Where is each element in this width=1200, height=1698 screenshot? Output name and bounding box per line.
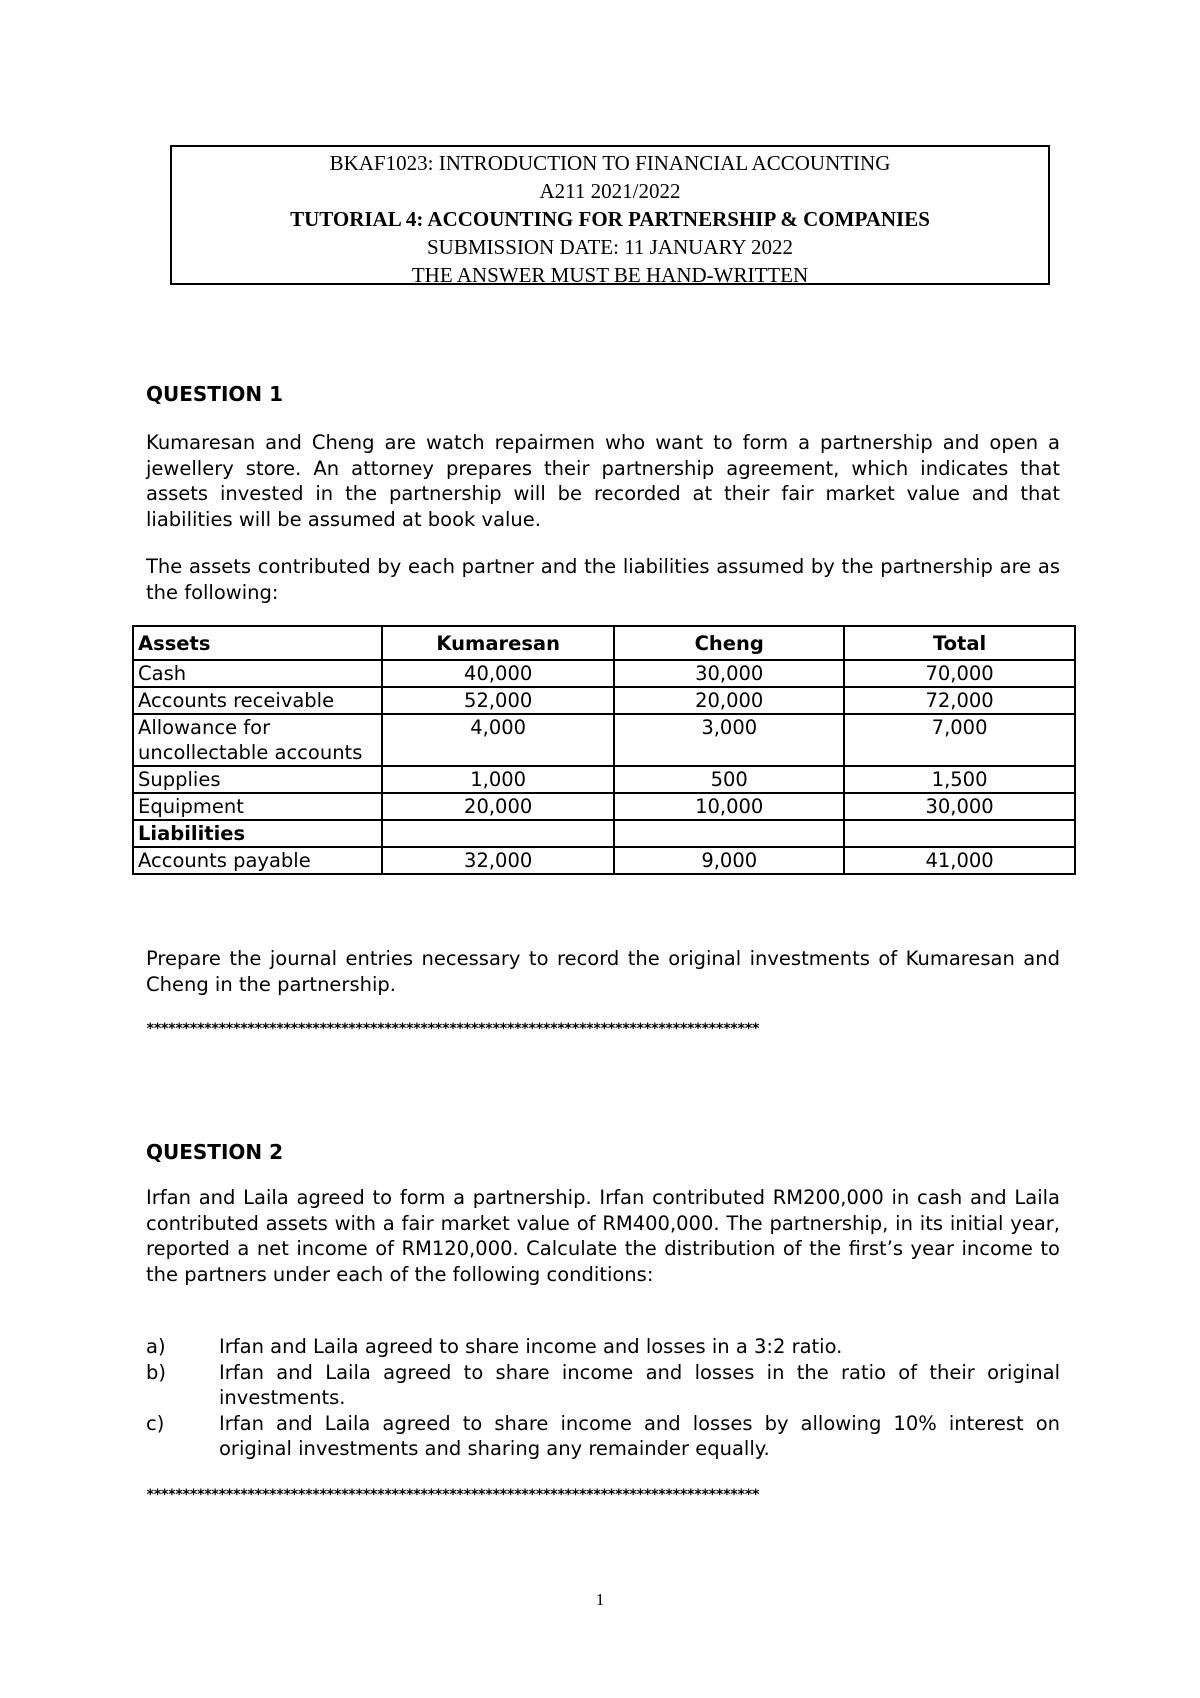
cell-kumaresan [382,820,614,847]
table-header-row [133,626,1075,660]
option-marker: b) [146,1360,166,1384]
cell-kumaresan: 32,000 [382,847,614,874]
assets-table [132,625,1076,875]
cell-cheng: 9,000 [614,847,844,874]
table-row [133,847,1075,874]
row-label: Equipment [133,793,382,820]
cell-total: 1,500 [844,766,1075,793]
course-title: BKAF1023: INTRODUCTION TO FINANCIAL ACCOUNTING [329,151,891,175]
cell-cheng: 3,000 [614,714,844,766]
row-label: Accounts receivable [133,687,382,714]
title-box [170,145,1050,285]
question-2-paragraph: Irfan and Laila agreed to form a partnership. Irfan contributed RM200,000 in cash and Laila contributed assets with a fair market value of RM400,000. The partnership, in its initial year, reported a net income of RM120,000. Calculate the distribution of the first’s year income to the partners under each of the following conditions: [146,1186,1060,1286]
table-row [133,687,1075,714]
cell-total: 30,000 [844,793,1075,820]
cell-kumaresan: 20,000 [382,793,614,820]
cell-cheng [614,820,844,847]
question-1-instruction: Prepare the journal entries necessary to record the original investments of Kumaresan and Cheng in the partnership. [146,947,1060,996]
cell-total: 7,000 [844,714,1075,766]
page-number: 1 [595,1590,605,1609]
header-total: Total [844,626,1075,660]
hand-written-instruction: THE ANSWER MUST BE HAND-WRITTEN [411,263,809,287]
option-item [146,1334,1060,1360]
table-row [133,714,1075,766]
question-1-paragraph: Kumaresan and Cheng are watch repairmen who want to form a partnership and open a jewellery store. An attorney prepares their partnership agreement, which indicates that assets invested in the partnership will be recorded at their fair market value and that liabilities will be assumed at book value. [146,431,1060,531]
cell-kumaresan: 1,000 [382,766,614,793]
cell-kumaresan: 40,000 [382,660,614,687]
row-label: Allowance for uncollectable accounts [133,714,382,766]
header-assets: Assets [133,626,382,660]
cell-total: 72,000 [844,687,1075,714]
liabilities-heading: Liabilities [133,820,382,847]
cell-cheng: 10,000 [614,793,844,820]
cell-cheng: 500 [614,766,844,793]
option-text: Irfan and Laila agreed to share income and losses in a 3:2 ratio. [219,1335,843,1358]
option-text: Irfan and Laila agreed to share income and losses in the ratio of their original investments. [219,1360,1060,1409]
header-kumaresan: Kumaresan [382,626,614,660]
row-label: Supplies [133,766,382,793]
cell-total [844,820,1075,847]
cell-cheng: 20,000 [614,687,844,714]
question-1-intro: The assets contributed by each partner and the liabilities assumed by the partnership are as the following: [146,555,1060,604]
row-label: Cash [133,660,382,687]
separator-stars-2: ************************************************************************************* [146,1487,759,1503]
table-row [133,793,1075,820]
cell-kumaresan: 52,000 [382,687,614,714]
header-cheng: Cheng [614,626,844,660]
table-row [133,820,1075,847]
question-1-title: QUESTION 1 [146,382,284,406]
tutorial-title: TUTORIAL 4: ACCOUNTING FOR PARTNERSHIP & COMPANIES [290,207,930,231]
semester: A211 2021/2022 [539,179,681,203]
table-row [133,660,1075,687]
option-item [146,1411,1060,1462]
option-marker: a) [146,1335,166,1358]
option-text: Irfan and Laila agreed to share income and losses by allowing 10% interest on original investments and sharing any remainder equally. [219,1411,1060,1460]
question-2-options [146,1334,1060,1462]
submission-date: SUBMISSION DATE: 11 JANUARY 2022 [427,235,793,259]
cell-total: 70,000 [844,660,1075,687]
table-row [133,766,1075,793]
cell-total: 41,000 [844,847,1075,874]
question-2-title: QUESTION 2 [146,1140,284,1164]
separator-stars: ************************************************************************************* [146,1021,759,1037]
row-label: Accounts payable [133,847,382,874]
option-item [146,1360,1060,1411]
cell-kumaresan: 4,000 [382,714,614,766]
cell-cheng: 30,000 [614,660,844,687]
option-marker: c) [146,1411,165,1435]
